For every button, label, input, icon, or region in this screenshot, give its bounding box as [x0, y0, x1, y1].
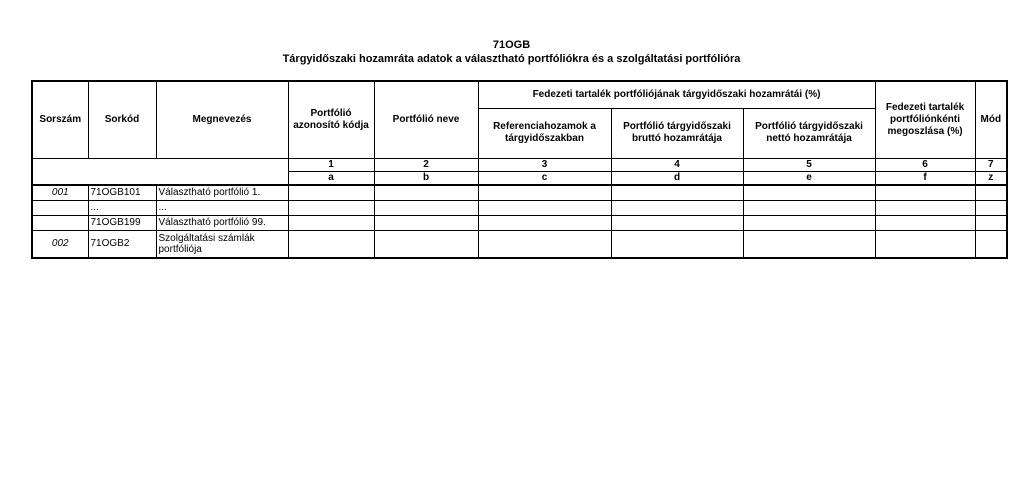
- column-letter: z: [975, 171, 1007, 185]
- row-sorszam: 001: [32, 185, 88, 201]
- data-cell[interactable]: [374, 215, 478, 230]
- column-number: 6: [875, 158, 975, 171]
- column-number: 3: [478, 158, 611, 171]
- header-distribution: Fedezeti tartalék portfóliónkénti megoszlása (%): [875, 81, 975, 158]
- row-sorkod: 71OGB2: [88, 230, 156, 258]
- column-letter: d: [611, 171, 743, 185]
- row-megnevezes: ...: [156, 200, 288, 215]
- header-ref-return: Referenciahozamok a tárgyidőszakban: [478, 108, 611, 158]
- data-cell[interactable]: [611, 215, 743, 230]
- form-code-title: 71OGB: [492, 39, 531, 51]
- column-number: 5: [743, 158, 875, 171]
- header-net-return: Portfólió tárgyidőszaki nettó hozamrátája: [743, 108, 875, 158]
- row-sorszam: 002: [32, 230, 88, 258]
- header-portfolio-id: Portfólió azonosító kódja: [288, 81, 374, 158]
- data-cell[interactable]: [875, 215, 975, 230]
- table-row: [32, 200, 1007, 215]
- data-cell[interactable]: [288, 185, 374, 201]
- data-cell[interactable]: [611, 230, 743, 258]
- data-cell[interactable]: [374, 185, 478, 201]
- row-megnevezes: Szolgáltatási számlák portfóliója: [156, 230, 288, 258]
- column-number: 4: [611, 158, 743, 171]
- data-cell[interactable]: [875, 230, 975, 258]
- row-megnevezes: Választható portfólió 99.: [156, 215, 288, 230]
- data-cell[interactable]: [743, 200, 875, 215]
- header-gross-return: Portfólió tárgyidőszaki bruttó hozamrátája: [611, 108, 743, 158]
- data-cell[interactable]: [611, 200, 743, 215]
- column-letter: e: [743, 171, 875, 185]
- column-letter: f: [875, 171, 975, 185]
- data-cell[interactable]: [743, 230, 875, 258]
- header-blank-cell: [32, 158, 288, 185]
- table-row: [32, 185, 1007, 201]
- header-megnevezes: Megnevezés: [156, 81, 288, 158]
- data-cell[interactable]: [611, 185, 743, 201]
- data-cell[interactable]: [975, 200, 1007, 215]
- data-cell[interactable]: [374, 200, 478, 215]
- data-cell[interactable]: [288, 215, 374, 230]
- column-number: 7: [975, 158, 1007, 171]
- data-cell[interactable]: [875, 200, 975, 215]
- header-mod: Mód: [975, 81, 1007, 158]
- data-cell[interactable]: [288, 230, 374, 258]
- data-cell[interactable]: [374, 230, 478, 258]
- header-return-group: Fedezeti tartalék portfóliójának tárgyidőszaki hozamrátái (%): [478, 81, 875, 108]
- data-cell[interactable]: [875, 185, 975, 201]
- data-cell[interactable]: [975, 230, 1007, 258]
- row-sorszam: [32, 200, 88, 215]
- row-megnevezes: Választható portfólió 1.: [156, 185, 288, 201]
- table-row: [32, 230, 1007, 258]
- data-cell[interactable]: [975, 185, 1007, 201]
- data-cell[interactable]: [288, 200, 374, 215]
- header-sorszam: Sorszám: [32, 81, 88, 158]
- column-letter: c: [478, 171, 611, 185]
- column-number: 1: [288, 158, 374, 171]
- return-rate-table: [31, 80, 1008, 259]
- row-sorkod: ...: [88, 200, 156, 215]
- column-number: 2: [374, 158, 478, 171]
- header-portfolio-name: Portfólió neve: [374, 81, 478, 158]
- data-cell[interactable]: [743, 185, 875, 201]
- table-row: [32, 215, 1007, 230]
- data-cell[interactable]: [478, 230, 611, 258]
- form-subtitle: Tárgyidőszaki hozamráta adatok a választható portfóliókra és a szolgáltatási portfólióra: [282, 53, 741, 65]
- header-sorkod: Sorkód: [88, 81, 156, 158]
- data-cell[interactable]: [975, 215, 1007, 230]
- column-letter: a: [288, 171, 374, 185]
- row-sorkod: 71OGB101: [88, 185, 156, 201]
- data-cell[interactable]: [478, 215, 611, 230]
- row-sorkod: 71OGB199: [88, 215, 156, 230]
- data-cell[interactable]: [478, 200, 611, 215]
- data-cell[interactable]: [478, 185, 611, 201]
- column-letter: b: [374, 171, 478, 185]
- row-sorszam: [32, 215, 88, 230]
- data-cell[interactable]: [743, 215, 875, 230]
